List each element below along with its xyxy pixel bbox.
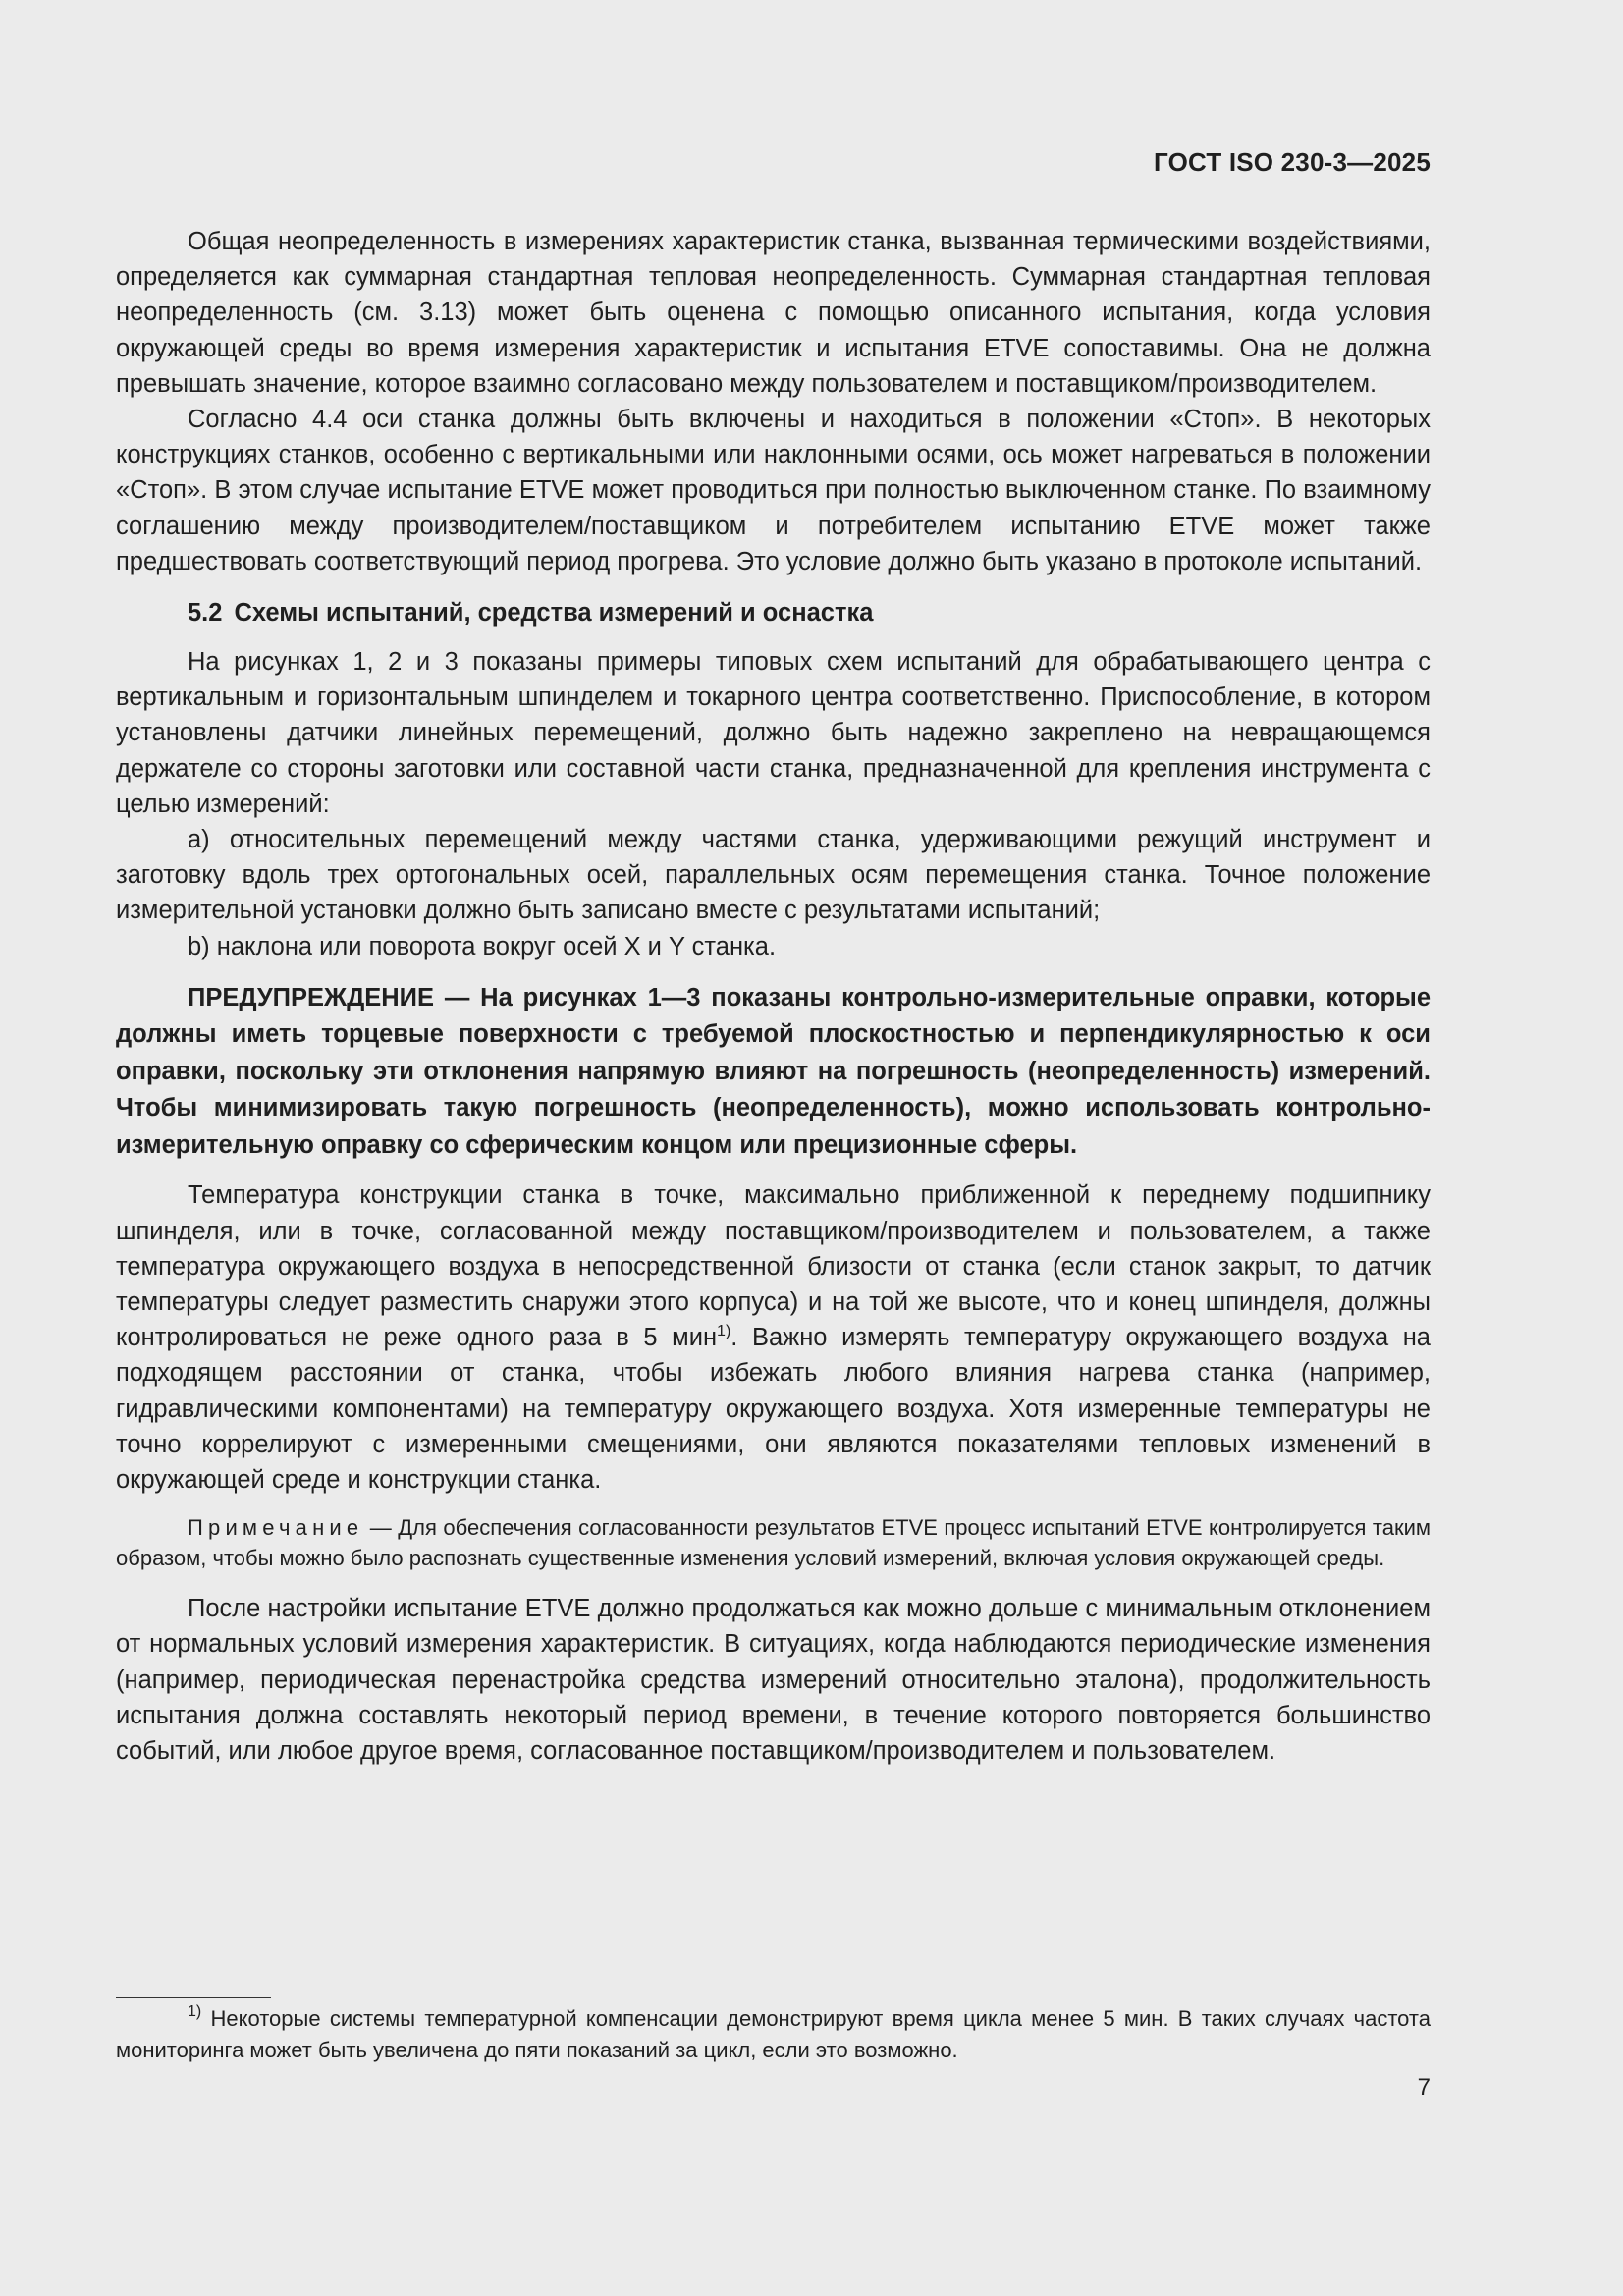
section-title: Схемы испытаний, средства измерений и оснастка	[234, 599, 874, 628]
section-heading	[116, 595, 1431, 630]
paragraph-test-setups: На рисунках 1, 2 и 3 показаны примеры типовых схем испытаний для обрабатывающего центра с вертикальным и горизонтальным шпинделем и токарного центра соответственно. Приспособление, в котором установлены датчики линейных перемещений, должно быть надежно закреплено на невращающемся держателе со стороны заготовки или составной части станка, предназначенной для крепления инструмента с целью измерений:	[116, 648, 1431, 818]
paragraph-axes-stop: Согласно 4.4 оси станка должны быть включены и находиться в положении «Стоп». В некоторых конструкциях станков, особенно с вертикальными или наклонными осями, ось может нагреваться в положении «Стоп». В этом случае испытание ETVE может проводиться при полностью выключенном станке. По взаимному соглашению между производителем/поставщиком и потребителем испытанию ETVE может также предшествовать соответствующий период прогрева. Это условие должно быть указано в протоколе испытаний.	[116, 406, 1431, 575]
warning-paragraph: ПРЕДУПРЕЖДЕНИЕ — На рисунках 1—3 показаны контрольно-измерительные оправки, которые должны иметь торцевые поверхности с требуемой плоскостностью и перпендикулярностью к оси оправки, поскольку эти отклонения напрямую влияют на погрешность (неопределенность) измерений. Чтобы минимизировать такую погрешность (неопределенность), можно использовать контрольно-измерительную оправку со сферическим концом или прецизионные сферы.	[116, 983, 1431, 1159]
note-text: — Для обеспечения согласованности результатов ETVE процесс испытаний ETVE контролируется таким образом, чтобы можно было распознать существенные изменения условий измерений, включая условия окружающей среды.	[116, 1515, 1431, 1570]
section-number: 5.2	[188, 599, 223, 628]
note-paragraph	[116, 1513, 1431, 1573]
footnote-reference: 1)	[717, 1323, 731, 1340]
footnote	[116, 2003, 1431, 2066]
temperature-text-part2: . Важно измерять температуру окружающего воздуха на подходящем расстоянии от станка, чтобы избежать любого влияния нагрева станка (например, гидравлическими компонентами) на температуру окружающего воздуха. Хотя измеренные температуры не точно коррелируют с измеренными смещениями, они являются показателями тепловых изменений в окружающей среде и конструкции станка.	[116, 1324, 1431, 1494]
note-label: Примечание	[188, 1515, 364, 1541]
footnote-marker: 1)	[188, 2003, 202, 2020]
temperature-text-part1: Температура конструкции станка в точке, максимально приближенной к переднему подшипнику шпинделя, или в точке, согласованной между поставщиком/производителем и пользователем, а также температура окружающего воздуха в непосредственной близости от станка (если станок закрыт, то датчик температуры следует разместить снаружи этого корпуса) и на той же высоте, что и конец шпинделя, должны контролироваться не реже одного раза в 5 мин	[116, 1181, 1431, 1352]
page-body	[116, 224, 1431, 1769]
paragraph-test-duration: После настройки испытание ETVE должно продолжаться как можно дольше с минимальным отклонением от нормальных условий измерения характеристик. В ситуациях, когда наблюдаются периодические изменения (например, периодическая перенастройка средства измерений относительно эталона), продолжительность испытания должна составлять некоторый период времени, в течение которого повторяется большинство событий, или любое другое время, согласованное поставщиком/производителем и пользователем.	[116, 1595, 1431, 1765]
footnote-divider	[116, 1997, 271, 1998]
paragraph-temperature	[116, 1177, 1431, 1498]
footnote-text: Некоторые системы температурной компенсации демонстрируют время цикла менее 5 мин. В таких случаях частота мониторинга может быть увеличена до пяти показаний за цикл, если это возможно.	[116, 2006, 1431, 2062]
list-item-a: a) относительных перемещений между частями станка, удерживающими режущий инструмент и заготовку вдоль трех ортогональных осей, параллельных осям перемещения станка. Точное положение измерительной установки должно быть записано вместе с результатами испытаний;	[116, 826, 1431, 925]
paragraph-thermal-uncertainty: Общая неопределенность в измерениях характеристик станка, вызванная термическими воздействиями, определяется как суммарная стандартная тепловая неопределенность. Суммарная стандартная тепловая неопределенность (см. 3.13) может быть оценена с помощью описанного испытания, когда условия окружающей среды во время измерения характеристик и испытания ETVE сопоставимы. Она не должна превышать значение, которое взаимно согласовано между пользователем и поставщиком/производителем.	[116, 228, 1431, 398]
document-header: ГОСТ ISO 230-3—2025	[1153, 147, 1431, 177]
list-item-b: b) наклона или поворота вокруг осей X и Y станка.	[188, 932, 777, 960]
page-number: 7	[1417, 2074, 1431, 2101]
